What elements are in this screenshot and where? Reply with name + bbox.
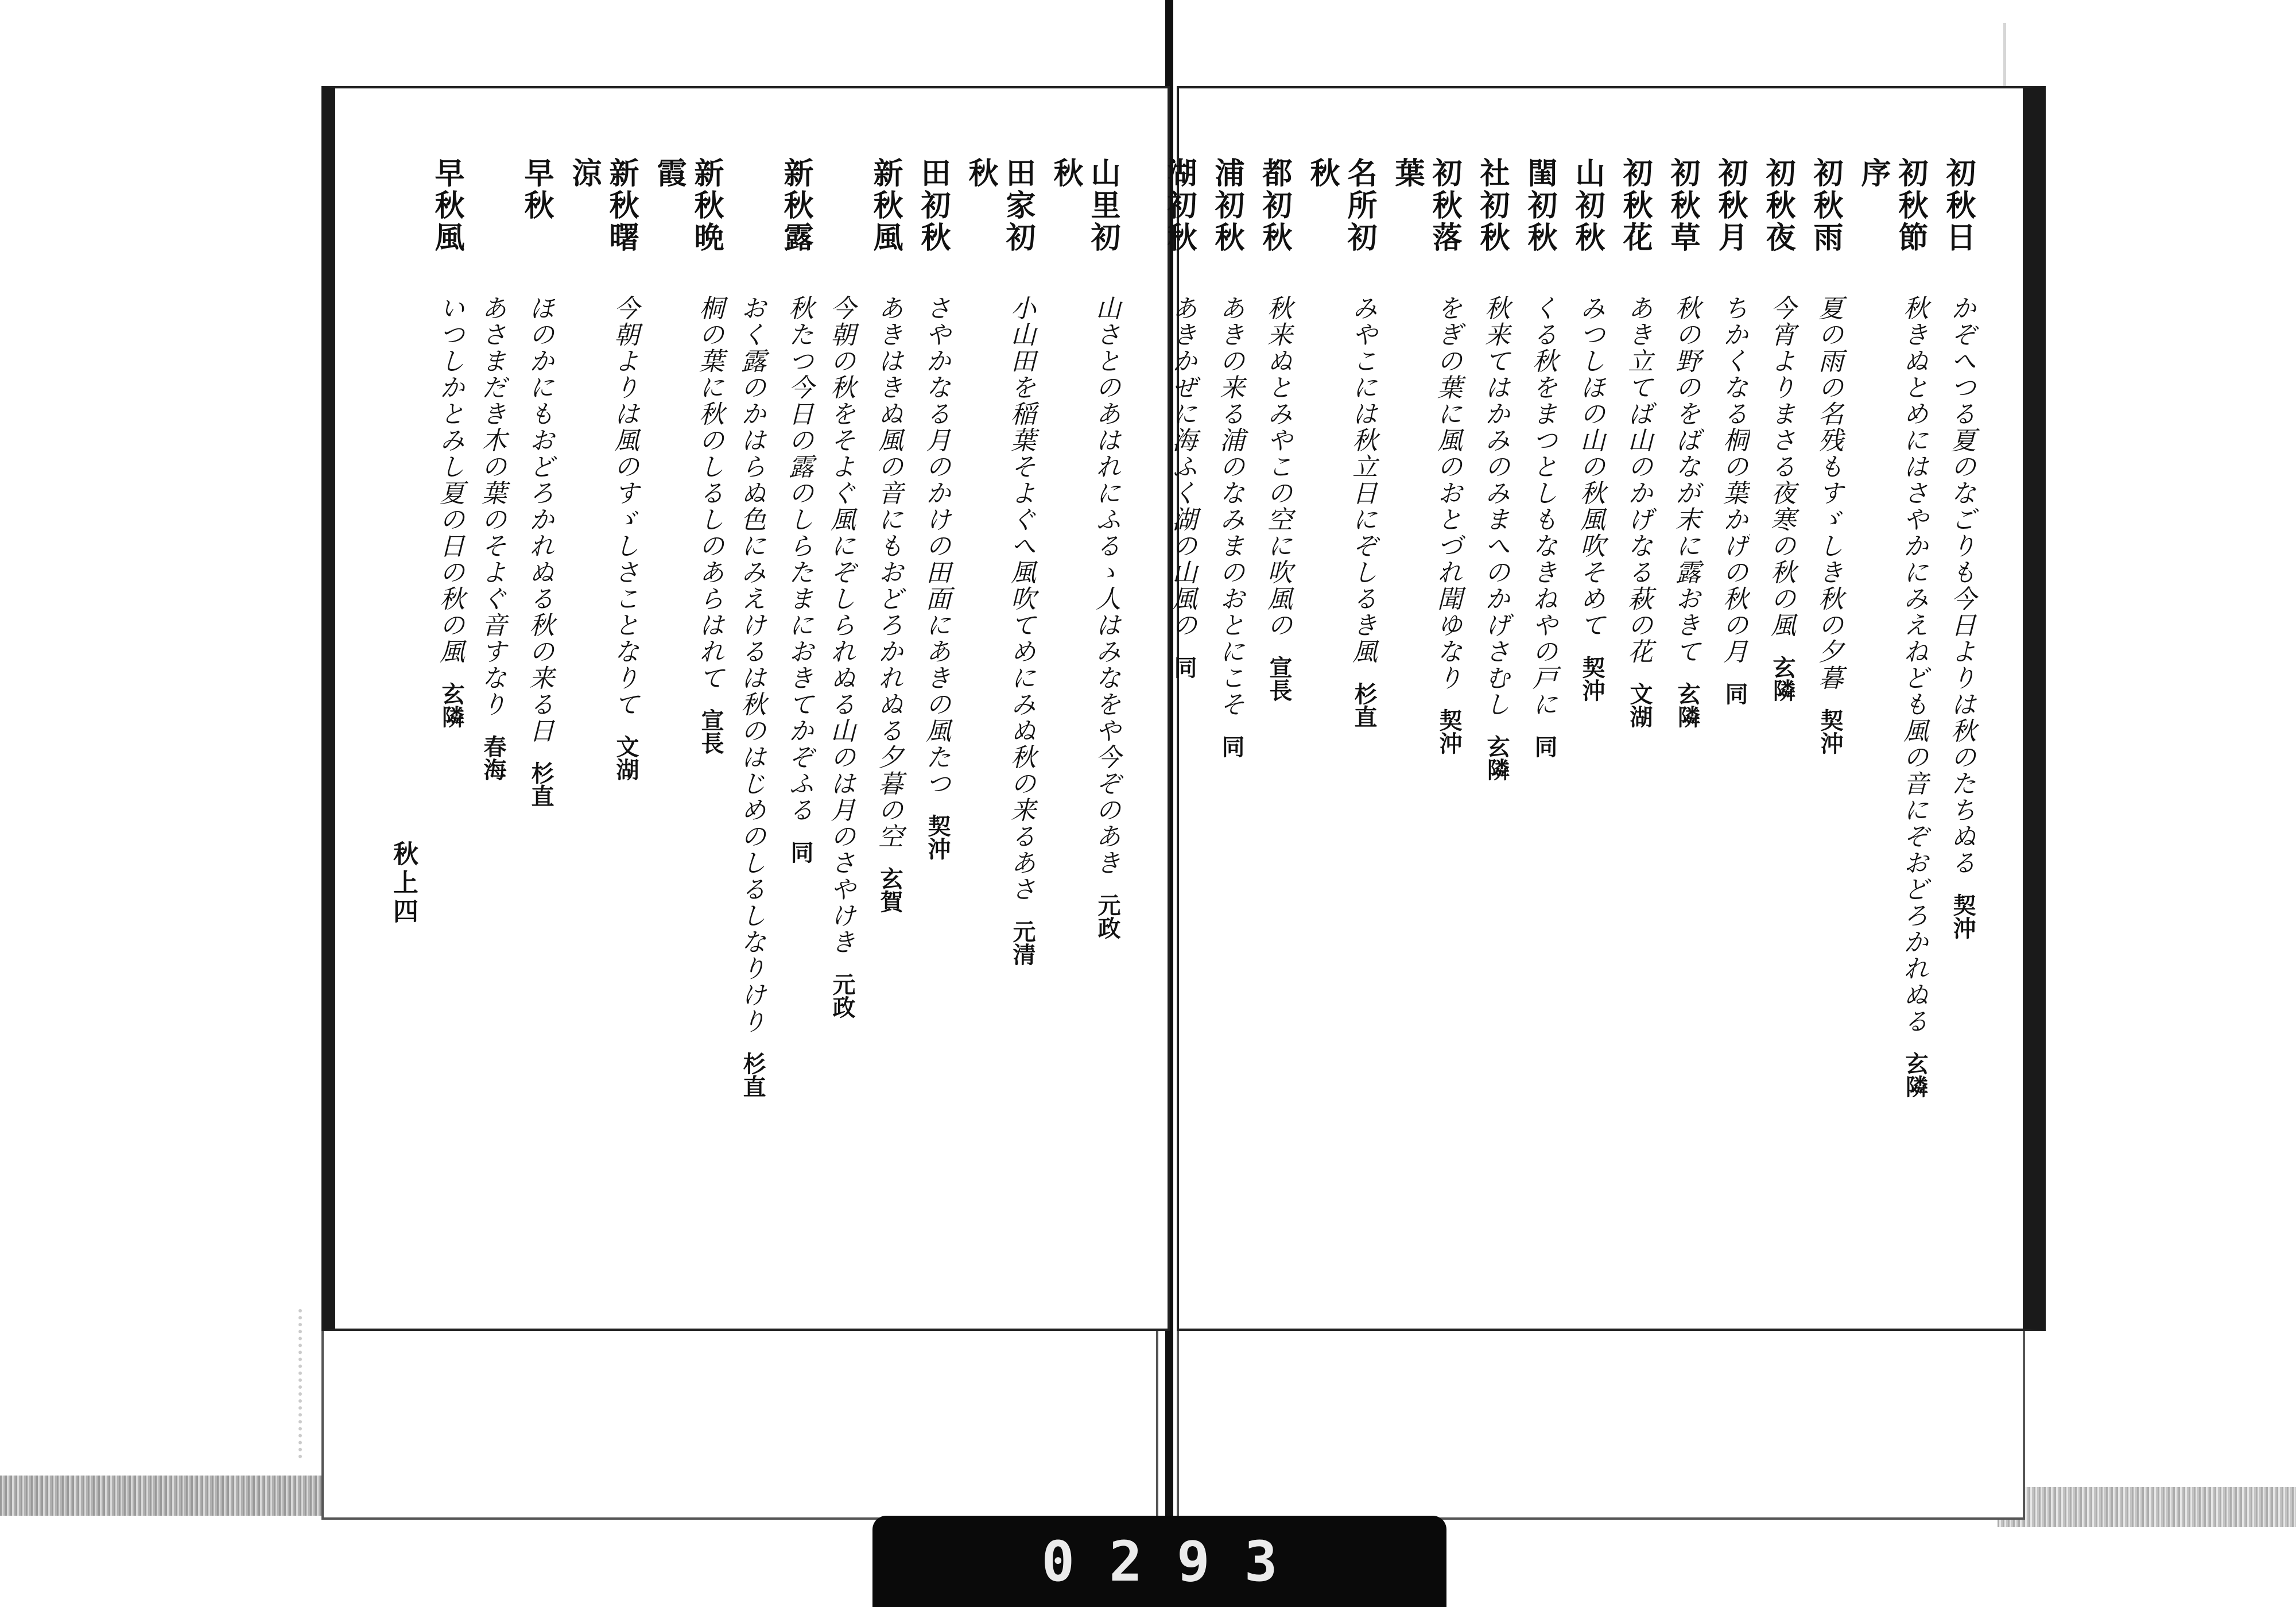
- poem-entry: [1855, 157, 1929, 1265]
- poem-entry: [1161, 157, 1198, 1265]
- poem-topic: 浦初秋: [1209, 157, 1244, 254]
- poem-verse: いつしかとみし夏の日の秋の風: [435, 295, 464, 665]
- poem-entry: [1759, 157, 1797, 1265]
- poem-verse: さやかなる月のかけの田面にあきの風たつ: [921, 295, 951, 797]
- poem-verse: くる秋をまつとしもなきねやの戸に: [1528, 295, 1557, 718]
- poem-verse: みつしほの山の秋風吹そめて: [1576, 295, 1605, 638]
- poem-verse: 秋たつ今日の露のしらたまにおきてかぞふる: [784, 295, 813, 823]
- poem-entry: [1304, 157, 1378, 1265]
- poem-author: 同: [787, 841, 814, 863]
- poem-entry: [1569, 157, 1606, 1265]
- poem-verse: 秋来てはかみのみまへのかげさむし: [1480, 295, 1510, 718]
- poem-author: 玄賀: [876, 867, 903, 913]
- poem-entry: [1473, 157, 1511, 1265]
- poem-verse: あさまだき木の葉のそよぐ音すなり: [477, 295, 506, 718]
- poem-topic: 社初秋: [1475, 157, 1510, 254]
- poem-topic: 初秋日: [1941, 157, 1976, 254]
- page-number: 秋上四: [389, 841, 418, 927]
- poem-entry: [962, 157, 1037, 1265]
- poem-author: 玄隣: [438, 682, 465, 728]
- frame-number: 0293: [1041, 1529, 1312, 1594]
- poem-entry: [1616, 157, 1654, 1265]
- poem-author: 契沖: [1578, 656, 1605, 702]
- poem-author: 契沖: [1949, 893, 1976, 939]
- poem-verse: 小山田を稲葉そよぐへ風吹てめにみぬ秋の来るあさ: [1006, 295, 1035, 903]
- poem-entry: [476, 157, 507, 1265]
- poem-entry: [825, 157, 856, 1265]
- poem-author: 同: [1531, 735, 1558, 758]
- poem-verse: ちかくなる桐の葉かげの秋の月: [1719, 295, 1748, 665]
- poem-author: 文湖: [612, 735, 639, 781]
- poem-topic: 名所初秋: [1305, 157, 1377, 254]
- poem-topic: 田初秋: [916, 157, 951, 254]
- poem-topic: [735, 157, 767, 295]
- poem-topic: 初秋月: [1713, 157, 1748, 254]
- frame-number-stamp: [872, 1516, 1446, 1607]
- poem-verse: 秋きぬとめにはさやかにみえねども風の音にぞおどろかれぬる: [1899, 295, 1928, 1035]
- poem-author: 契沖: [924, 814, 951, 860]
- poem-entry: [565, 157, 640, 1265]
- left-page-text: [381, 157, 1122, 1265]
- poem-entry: [650, 157, 725, 1265]
- bottom-scan-strip-left: [0, 1476, 367, 1516]
- poem-entry: [1256, 157, 1293, 1265]
- poem-author: 元政: [1094, 893, 1121, 939]
- poem-verse: みやこには秋立日にぞしるき風: [1348, 295, 1377, 665]
- poem-verse: 今朝よりは風のすゞしさことなりて: [610, 295, 639, 718]
- left-page: [321, 86, 1170, 1331]
- poem-author: 文湖: [1626, 682, 1653, 728]
- poem-author: 契沖: [1436, 708, 1463, 754]
- poem-author: 同: [1170, 656, 1197, 679]
- poem-topic: [825, 157, 856, 295]
- left-page-underlay: [321, 1326, 1158, 1520]
- right-page-underlay: [1177, 1326, 2025, 1520]
- poem-author: 杉直: [528, 761, 554, 807]
- poem-topic: 都初秋: [1257, 157, 1292, 254]
- poem-author: 杉直: [1351, 682, 1378, 728]
- poem-entry: [867, 157, 904, 1265]
- poem-topic: 初秋落葉: [1390, 157, 1462, 254]
- poem-entry: [1664, 157, 1701, 1265]
- poem-entry: [1712, 157, 1749, 1265]
- poem-entry: [428, 157, 466, 1265]
- poem-verse: かぞへつる夏のなごりも今日よりは秋のたちぬる: [1946, 295, 1976, 876]
- poem-entry: [1807, 157, 1844, 1265]
- poem-topic: 新秋曙涼: [567, 157, 639, 254]
- poem-author: 玄隣: [1674, 682, 1701, 728]
- poem-author: 元清: [1009, 920, 1036, 966]
- poem-author: 契沖: [1817, 708, 1844, 754]
- poem-entry: [1940, 157, 1977, 1265]
- poem-author: 宣長: [697, 708, 724, 754]
- poem-topic: 初秋雨: [1808, 157, 1843, 254]
- poem-topic: 新秋晩霞: [651, 157, 724, 254]
- poem-entry: [735, 157, 767, 1265]
- poem-entry: [777, 157, 815, 1265]
- poem-topic: 山里初秋: [1048, 157, 1120, 254]
- poem-topic: 閨初秋: [1522, 157, 1557, 254]
- poem-entry: [1521, 157, 1558, 1265]
- poem-topic: 初秋節序: [1856, 157, 1928, 254]
- poem-author: 宣長: [1266, 656, 1293, 702]
- poem-verse: あきの来る浦のなみまのおとにこそ: [1215, 295, 1244, 718]
- poem-verse: 秋の野のをばなが末に露おきて: [1671, 295, 1700, 665]
- poem-author: 玄隣: [1483, 735, 1510, 781]
- poem-topic: 初秋草: [1665, 157, 1700, 254]
- poem-verse: おく露のかはらぬ色にみえけるは秋のはじめのしるしなりけり: [736, 295, 766, 1035]
- poem-author: 元政: [829, 973, 856, 1019]
- poem-verse: 今宵よりまさる夜寒の秋の風: [1766, 295, 1795, 638]
- poem-verse: ほのかにもおどろかれぬる秋の来る日: [525, 295, 554, 744]
- open-book: [321, 86, 2038, 1521]
- poem-topic: 早秋: [519, 157, 554, 222]
- poem-topic: 初秋夜: [1760, 157, 1795, 254]
- poem-topic: 早秋風: [429, 157, 464, 254]
- poem-verse: あきはきぬ風の音にもおどろかれぬる夕暮の空: [874, 295, 903, 850]
- poem-topic: 湖初秋: [1162, 157, 1197, 254]
- poem-author: 杉直: [739, 1052, 766, 1098]
- poem-verse: をぎの葉に風のおとづれ聞ゆなり: [1433, 295, 1462, 691]
- poem-entry: [518, 157, 555, 1265]
- poem-topic: 新秋露: [778, 157, 813, 254]
- poem-verse: 夏の雨の名残もすゞしき秋の夕暮: [1814, 295, 1843, 691]
- poem-entry: [914, 157, 952, 1265]
- poem-topic: 田家初秋: [963, 157, 1035, 254]
- poem-entry: [1208, 157, 1246, 1265]
- poem-topic: 新秋風: [868, 157, 903, 254]
- poem-author: 玄隣: [1769, 656, 1796, 702]
- poem-entry: [1047, 157, 1122, 1265]
- poem-verse: 山さとのあはれにふるゝ人はみなをや今ぞのあき: [1091, 295, 1120, 876]
- poem-verse: 桐の葉に秋のしるしのあらはれて: [695, 295, 724, 691]
- poem-entry: [1389, 157, 1463, 1265]
- poem-author: 同: [1721, 682, 1748, 705]
- poem-verse: あき立てば山のかげなる萩の花: [1623, 295, 1653, 665]
- poem-author: 玄隣: [1902, 1052, 1929, 1098]
- poem-verse: 今朝の秋をそよぐ風にぞしられぬる山のは月のさやけき: [826, 295, 855, 955]
- poem-verse: あきかぜに海ふく湖の山風の: [1168, 295, 1197, 638]
- poem-verse: 秋来ぬとみやこの空に吹風の: [1263, 295, 1292, 638]
- poem-topic: [476, 157, 507, 295]
- right-page: [1162, 86, 2046, 1331]
- poem-author: 同: [1218, 735, 1245, 758]
- poem-author: 春海: [480, 735, 507, 781]
- bottom-scan-strip-right: [1998, 1487, 2296, 1527]
- poem-topic: 山初秋: [1570, 157, 1605, 254]
- poem-topic: 初秋花: [1618, 157, 1653, 254]
- right-page-text: [1162, 157, 1977, 1265]
